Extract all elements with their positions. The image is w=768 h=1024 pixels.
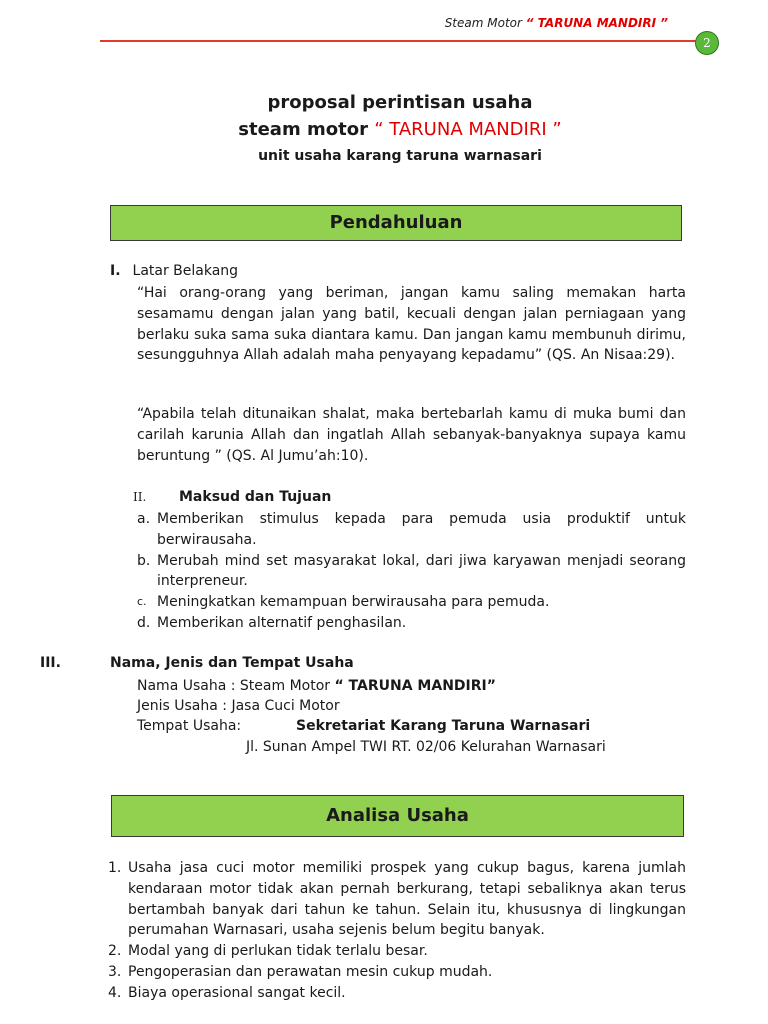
list-text: Biaya operasional sangat kecil. — [128, 984, 346, 1001]
title-prefix: steam motor — [238, 119, 375, 140]
info-label: Nama Usaha : Steam Motor — [137, 678, 335, 694]
list-item — [137, 551, 686, 593]
list-marker: 3. — [108, 963, 122, 980]
heading-number: II. — [133, 490, 147, 504]
list-item — [108, 983, 686, 1004]
page-number-badge: 2 — [695, 31, 719, 55]
header-brand: “ TARUNA MANDIRI ” — [525, 16, 668, 30]
analisa-list — [108, 858, 686, 1004]
document-title: proposal perintisan usaha — [267, 92, 533, 113]
document-title-line2 — [0, 119, 768, 140]
heading-text: Latar Belakang — [132, 263, 239, 279]
info-tempat-usaha — [137, 716, 591, 737]
section-header-analisa-usaha: Analisa Usaha — [111, 795, 684, 837]
list-marker: b. — [137, 552, 151, 569]
heading-latar-belakang — [110, 263, 238, 279]
list-item — [137, 509, 686, 551]
list-marker: a. — [137, 511, 151, 527]
list-marker: 1. — [108, 860, 122, 876]
document-subtitle: unit usaha karang taruna warnasari — [258, 148, 542, 164]
info-alamat: Jl. Sunan Ampel TWI RT. 02/06 Kelurahan Warnasari — [246, 739, 606, 755]
header-divider — [100, 40, 698, 42]
maksud-list — [137, 509, 686, 634]
list-item — [108, 941, 686, 962]
list-item — [108, 962, 686, 983]
list-text: Modal yang di perlukan tidak terlalu besar. — [128, 943, 428, 960]
list-item — [137, 592, 686, 613]
header-prefix: Steam Motor — [444, 16, 526, 30]
list-item — [108, 858, 686, 941]
heading-text: Nama, Jenis dan Tempat Usaha — [110, 655, 354, 671]
quote-paragraph-2: “Apabila telah ditunaikan shalat, maka bertebarlah kamu di muka bumi dan carilah karunia Allah dan ingatlah Allah sebanyak-banyaknya supaya kamu beruntung ” (QS. Al Jumu’ah:10). — [137, 406, 686, 464]
info-jenis-usaha: Jenis Usaha : Jasa Cuci Motor — [137, 698, 340, 714]
heading-maksud-tujuan — [133, 489, 331, 505]
heading-number: III. — [40, 655, 61, 671]
info-nama-usaha — [137, 676, 496, 697]
heading-text: Maksud dan Tujuan — [179, 489, 332, 505]
list-item — [137, 613, 686, 634]
heading-nama-usaha — [40, 655, 354, 671]
heading-number: I. — [110, 263, 121, 279]
list-text: Memberikan alternatif penghasilan. — [157, 614, 407, 631]
info-value: “ TARUNA MANDIRI” — [334, 678, 496, 694]
running-header — [445, 16, 668, 30]
info-value: Sekretariat Karang Taruna Warnasari — [296, 718, 591, 734]
list-marker: 2. — [108, 943, 122, 960]
section-header-pendahuluan: Pendahuluan — [110, 205, 682, 241]
list-text: Meningkatkan kemampuan berwirausaha para pemuda. — [157, 594, 550, 611]
list-marker: d. — [137, 614, 151, 631]
list-marker: 4. — [108, 984, 122, 1001]
info-label: Tempat Usaha: — [137, 718, 242, 734]
list-text: Usaha jasa cuci motor memiliki prospek yang cukup bagus, karena jumlah kendaraan motor tidak akan pernah berkurang, tetapi sebaliknya akan terus bertambah banyak dari tahun ke tahun. Selain itu, khususnya di lingkungan perumahan Warnasari, usaha sejenis belum begitu banyak. — [128, 860, 686, 939]
quote-paragraph-1: “Hai orang-orang yang beriman, jangan kamu saling memakan harta sesamamu dengan jalan yang batil, kecuali dengan jalan perniagaan yang berlaku suka sama suka diantara kamu. Dan jangan kamu membunuh dirimu, sesungguhnya Allah adalah maha penyayang kepadamu” (QS. An Nisaa:29). — [137, 285, 686, 364]
list-text: Memberikan stimulus kepada para pemuda usia produktif untuk berwirausaha. — [157, 511, 686, 548]
list-marker: c. — [137, 595, 147, 609]
title-brand: “ TARUNA MANDIRI ” — [374, 119, 562, 140]
list-text: Merubah mind set masyarakat lokal, dari jiwa karyawan menjadi seorang interpreneur. — [157, 552, 686, 590]
list-text: Pengoperasian dan perawatan mesin cukup mudah. — [128, 963, 493, 980]
